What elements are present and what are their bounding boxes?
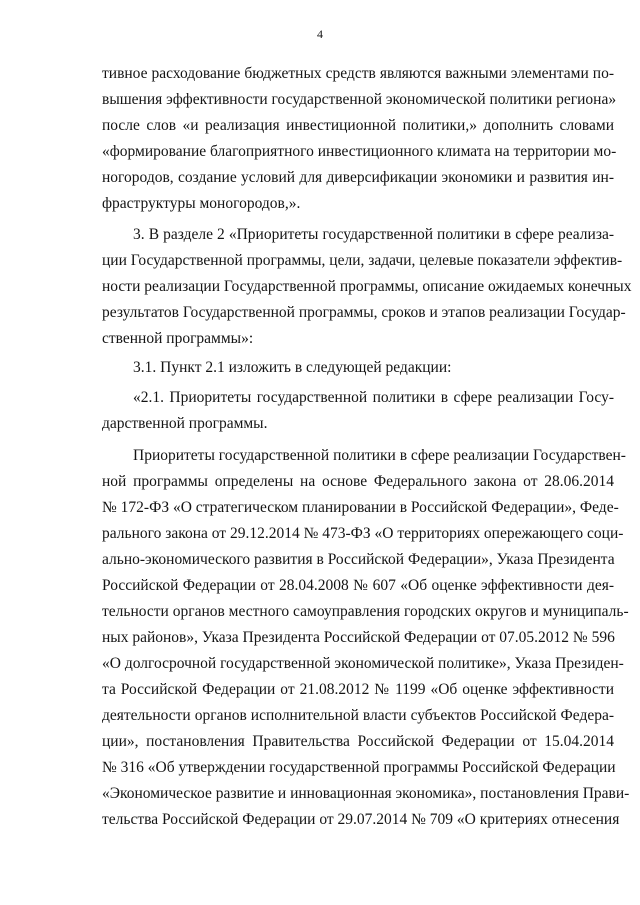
- paragraph-line: «2.1. Приоритеты государственной политики в сфере реализации Госу-: [133, 389, 614, 406]
- paragraph-line: ногородов, создание условий для диверсификации экономики и развития ин-: [102, 169, 614, 186]
- page-number: 4: [317, 27, 323, 41]
- paragraph-line: ных районов», Указа Президента Российской Федерации от 07.05.2012 № 596: [102, 629, 615, 646]
- paragraph-line: ной программы определены на основе Федерального закона от 28.06.2014: [102, 473, 614, 490]
- paragraph-line: тельства Российской Федерации от 29.07.2014 № 709 «О критериях отнесения: [102, 811, 620, 828]
- paragraph-line: № 316 «Об утверждении государственной программы Российской Федерации: [102, 759, 616, 776]
- paragraph-line: № 172-ФЗ «О стратегическом планировании в Российской Федерации», Феде-: [102, 499, 619, 516]
- paragraph-line: ции Государственной программы, цели, задачи, целевые показатели эффектив-: [102, 252, 623, 269]
- paragraph-line: после слов «и реализация инвестиционной политики,» дополнить словами: [102, 117, 614, 134]
- paragraph-line: «О долгосрочной государственной экономической политике», Указа Президен-: [102, 655, 624, 672]
- paragraph-line: 3.1. Пункт 2.1 изложить в следующей редакции:: [133, 359, 452, 376]
- paragraph-line: 3. В разделе 2 «Приоритеты государственной политики в сфере реализа-: [133, 226, 614, 243]
- paragraph-line: та Российской Федерации от 21.08.2012 № 1199 «Об оценке эффективности: [102, 681, 614, 698]
- paragraph-line: ции», постановления Правительства Российской Федерации от 15.04.2014: [102, 733, 614, 750]
- paragraph-line: тельности органов местного самоуправления городских округов и муниципаль-: [102, 603, 629, 620]
- paragraph-line: ности реализации Государственной программы, описание ожидаемых конечных: [102, 278, 632, 295]
- paragraph-line: Российской Федерации от 28.04.2008 № 607 «Об оценке эффективности дея-: [102, 577, 614, 594]
- paragraph-line: рального закона от 29.12.2014 № 473-ФЗ «О территориях опережающего соци-: [102, 525, 624, 542]
- paragraph-line: вышения эффективности государственной экономической политики региона»: [102, 91, 617, 108]
- paragraph-line: «формирование благоприятного инвестиционного климата на территории мо-: [102, 143, 617, 160]
- paragraph-line: тивное расходование бюджетных средств являются важными элементами по-: [102, 65, 614, 82]
- paragraph-line: ально-экономического развития в Российской Федерации», Указа Президента: [102, 551, 615, 568]
- paragraph-line: результатов Государственной программы, сроков и этапов реализации Государ-: [102, 304, 626, 321]
- paragraph-line: дарственной программы.: [102, 415, 268, 432]
- paragraph-line: фраструктуры моногородов,».: [102, 195, 301, 212]
- paragraph-line: ственной программы»:: [102, 330, 254, 347]
- paragraph-line: деятельности органов исполнительной власти субъектов Российской Федера-: [102, 707, 614, 724]
- paragraph-line: Приоритеты государственной политики в сфере реализации Государствен-: [133, 447, 626, 464]
- paragraph-line: «Экономическое развитие и инновационная экономика», постановления Прави-: [102, 785, 630, 802]
